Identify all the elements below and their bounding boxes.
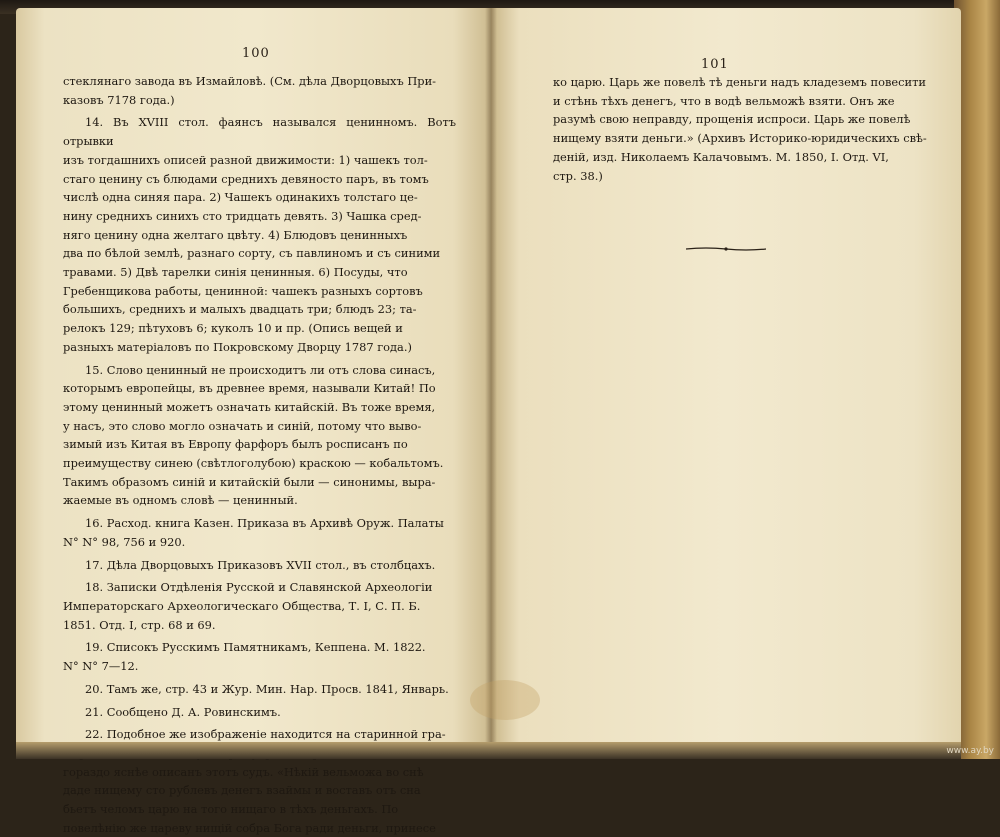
left-page-text-line: Императорскаго Археологическаго Общества, Т. I, С. П. Б. bbox=[63, 598, 421, 613]
left-page bbox=[16, 8, 491, 835]
left-page-text-line: повелѣнію же цареву нищій собра Бога ради деньги, принесе bbox=[63, 820, 436, 835]
right-page-text-line: разумѣ свою неправду, прощенія испроси. Царь же повелѣ bbox=[553, 112, 911, 127]
left-page-text-line: 19. Списокъ Русскимъ Памятникамъ, Кеппена. М. 1822. bbox=[85, 640, 426, 655]
left-page-text-line: этому ценинный можетъ означать китайскій. Въ тоже время, bbox=[63, 399, 436, 414]
left-page-text-line: жаемые въ одномъ словѣ — ценинный. bbox=[63, 493, 298, 508]
left-page-text-line: 22. Подобное же изображеніе находится на старинной гра- bbox=[85, 727, 446, 742]
left-page-text-line: 15. Слово ценинный не происходитъ ли отъ слова синасъ, bbox=[85, 362, 436, 377]
page-number-right: 101 bbox=[701, 57, 729, 72]
left-page-text-line: которымъ европейцы, въ древнее время, называли Китай! По bbox=[63, 381, 436, 396]
left-page-text-line: 1851. Отд. I, стр. 68 и 69. bbox=[63, 617, 216, 632]
page-number-left: 100 bbox=[242, 46, 270, 61]
left-page-text-line: даде нищему сто рублевъ денегъ взаймы и воставъ отъ сна bbox=[63, 783, 421, 798]
watermark-text: www.ay.by bbox=[946, 746, 994, 756]
right-page-text-line: нищему взяти деньги.» (Архивъ Историко-юридическихъ свѣ- bbox=[553, 131, 927, 146]
left-page-text-line: N° N° 98, 756 и 920. bbox=[63, 534, 186, 549]
left-page-text-line: Гребенщикова работы, ценинной: чашекъ разныхъ сортовъ bbox=[63, 283, 423, 298]
left-page-text-line: релокъ 129; пѣтуховъ 6; куколъ 10 и пр. (Опись вещей и bbox=[63, 321, 403, 336]
left-page-text-line: травами. 5) Двѣ тарелки синія ценинныя. 6) Посуды, что bbox=[63, 265, 408, 280]
right-page-text bbox=[553, 73, 939, 185]
left-page-text-line: 20. Тамъ же, стр. 43 и Жур. Мин. Нар. Просв. 1841, Январь. bbox=[85, 681, 449, 696]
left-page-text-line: у насъ, это слово могло означать и синій, потому что выво- bbox=[63, 418, 422, 433]
left-page-text-line: два по бѣлой землѣ, разнаго сорту, съ павлиномъ и съ синими bbox=[63, 246, 441, 261]
section-end-ornament bbox=[686, 246, 766, 252]
right-page-text-line: деній, изд. Николаемъ Калачовымъ. М. 1850, I. Отд. VI, bbox=[553, 149, 889, 164]
left-page-text-line: стаго ценину съ блюдами среднихъ девяносто паръ, въ томъ bbox=[63, 171, 429, 186]
left-page-text-line: няго ценину одна желтаго цвѣту. 4) Блюдовъ ценинныхъ bbox=[63, 227, 408, 242]
right-page-text-line: ко царю. Царь же повелѣ тѣ деньги надъ кладеземъ повесити bbox=[553, 75, 927, 89]
left-page-text-line: 18. Записки Отдѣленія Русской и Славянской Археологіи bbox=[85, 580, 433, 595]
left-page-text-line: стеклянаго завода въ Измайловѣ. (См. дѣла Дворцовыхъ При- bbox=[63, 74, 437, 88]
page-edges-bottom bbox=[16, 742, 961, 759]
left-page-text-line: 21. Сообщено Д. А. Ровинскимъ. bbox=[85, 704, 281, 719]
left-page-text-line: N° N° 7—12. bbox=[63, 659, 139, 674]
left-page-text-line: Такимъ образомъ синій и китайскій были — синонимы, выра- bbox=[63, 474, 436, 489]
right-page-text-line: стр. 38.) bbox=[553, 168, 603, 183]
left-page-text-line: 17. Дѣла Дворцовыхъ Приказовъ XVII стол., въ столбцахъ. bbox=[85, 557, 436, 572]
paper-stain bbox=[470, 680, 540, 720]
left-page-text-line: казовъ 7178 года.) bbox=[63, 92, 175, 107]
left-page-text-line: зимый изъ Китая въ Европу фарфоръ былъ росписанъ по bbox=[63, 437, 408, 452]
right-page bbox=[491, 8, 961, 749]
left-page-text-line: изъ тогдашнихъ описей разной движимости: 1) чашекъ тол- bbox=[63, 152, 428, 167]
left-page-text-line: 14. Въ XVIII стол. фаянсъ назывался ценинномъ. Вотъ отрывки bbox=[63, 115, 456, 149]
left-page-text-line: преимуществу синею (свѣтлоголубою) краскою — кобальтомъ. bbox=[63, 456, 444, 471]
right-page-text-line: и стѣнь тѣхъ денегъ, что в водѣ вельможѣ взяти. Онъ же bbox=[553, 93, 895, 108]
left-page-text bbox=[63, 72, 456, 837]
left-page-text-line: гораздо яснѣе описанъ этотъ судъ. «Нѣкій вельможа во снѣ bbox=[63, 764, 424, 779]
left-page-text-line: разныхъ матеріаловъ по Покровскому Дворцу 1787 года.) bbox=[63, 339, 412, 354]
left-page-text-line: 16. Расход. книга Казен. Приказа въ Архивѣ Оруж. Палаты bbox=[85, 516, 444, 531]
left-page-text-line: бьетъ челомъ царю на того нищаго в тѣхъ деньгахъ. По bbox=[63, 802, 399, 817]
left-page-text-line: большихъ, среднихъ и малыхъ двадцать три; блюдъ 23; та- bbox=[63, 302, 417, 317]
left-page-text-line: числѣ одна синяя пара. 2) Чашекъ одинакихъ толстаго це- bbox=[63, 190, 418, 205]
book-gutter bbox=[485, 8, 497, 749]
left-page-text-line: нину среднихъ синихъ сто тридцать девять. 3) Чашка сред- bbox=[63, 208, 422, 223]
